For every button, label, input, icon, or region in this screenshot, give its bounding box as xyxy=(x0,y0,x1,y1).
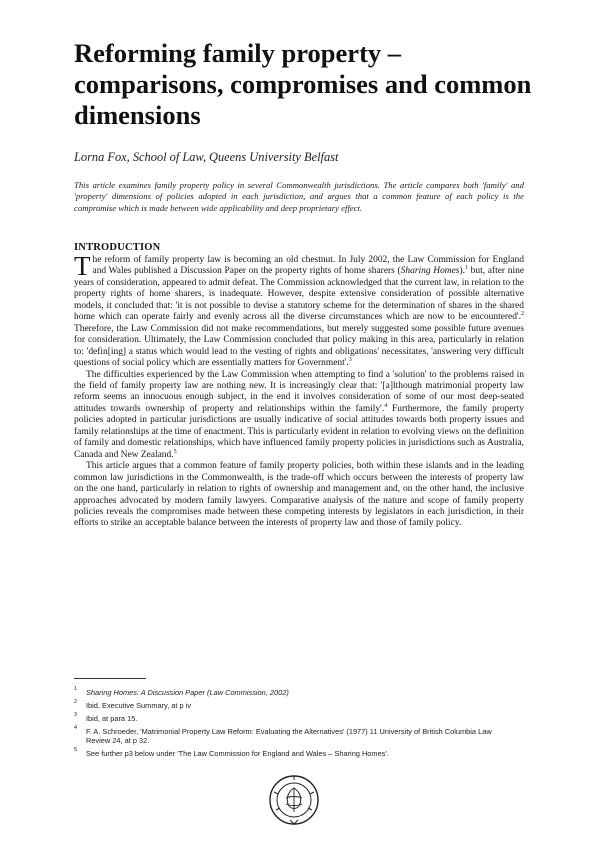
footnote-text: Ibid, Executive Summary, at p iv xyxy=(86,700,192,710)
footnote-ref-1[interactable]: 1 xyxy=(464,265,468,272)
footnote-ref-2[interactable]: 2 xyxy=(521,311,524,318)
paragraph-1-text-a-end: ). xyxy=(459,266,465,277)
footnote-text: Ibid, at para 15. xyxy=(86,713,138,723)
paragraph-1 xyxy=(74,251,525,370)
footnote-text: See further p3 below under 'The Law Commission for England and Wales – Sharing Homes'. xyxy=(86,749,389,759)
footnote-number: 1 xyxy=(74,686,78,692)
footnote-item xyxy=(74,711,514,723)
footnote-number: 3 xyxy=(74,711,78,718)
paragraph-1-text-c: Therefore, the Law Commission did not make recommendations, but merely suggested some possible future avenues for consideration. Ultimately, the Law Commission concluded that policy making in this area, particularly in relation to: 'defin[ing] a status which would lead to the vesting of rights and obligations' necessitates, 'answering very difficult questions of social policy which are essentially matters for Government'. xyxy=(74,323,524,369)
paragraph-1-text-a: he reform of family property law is becoming an old chestnut. In July 2002, the Law Commission for England and Wales published a Discussion Paper on the property rights of home sharers ( xyxy=(92,255,524,277)
footnote-ref-4[interactable]: 4 xyxy=(384,402,388,409)
footnotes xyxy=(74,688,514,762)
paragraph-3: This article argues that a common feature of family property policies, both within these islands and in the leading common law jurisdictions in the Commonwealth, is the trade-off which occurs between the interests of property law on the one hand, particularly in relation to rights of ownership and management and, on the other hand, the inclusive approaches advocated by modern family lawyers. Comparative analysis of the nature and scope of family property policies reveals the compromises made between these competing interests by legislators in each jurisdiction, in their efforts to strike an acceptable balance between the interests of property law and those of family policy. xyxy=(74,461,524,529)
section-heading: INTRODUCTION xyxy=(74,242,161,253)
article-author: Lorna Fox, School of Law, Queens University Belfast xyxy=(74,150,339,164)
footnote-item xyxy=(74,724,514,746)
footnote-number: 4 xyxy=(74,724,78,731)
paragraph-1-text-b: but, after nine years of consideration, appeared to admit defeat. The Commission acknowledged that the current law, in relation to the property rights of home sharers, is inadequate. However, despite extensive consideration of possible alternative models, it concluded that: 'it is not possible to devise a statutory scheme for the determination of shares in the shared home which can operate fairly and evenly across all the diverse circumstances which are now to be encountered'. xyxy=(74,266,525,323)
footnote-text: Sharing Homes: A Discussion Paper (Law Commission, 2002) xyxy=(86,688,289,697)
footnote-item xyxy=(74,749,514,758)
footnote-ref-5[interactable]: 5 xyxy=(173,448,177,455)
article-body xyxy=(74,251,525,530)
footnote-number: 2 xyxy=(74,698,78,705)
footnote-divider xyxy=(74,678,146,679)
article-abstract: This article examines family property policy in several Commonwealth jurisdictions. The article compares both 'family' and 'property' dimensions of policies adopted in each jurisdiction, and argues that a common feature of each policy is the compromise which is made between wide applicability and deep proprietary effect. xyxy=(74,180,524,213)
paragraph-2 xyxy=(74,370,524,462)
paragraph-2-text-b: Furthermore, the family property policies adopted in particular jurisdictions are usually indicative of social attitudes towards both property issues and family relationships at the time of enactment. This is particularly evident in relation to evolving views on the definition of family and domestic relationships, which have influenced family property policies in jurisdictions such as Australia, Canada and New Zealand. xyxy=(74,403,524,460)
paragraph-1-italic: Sharing Homes xyxy=(400,266,460,277)
footnote-item xyxy=(74,698,514,710)
article-title: Reforming family property – comparisons, compromises and common dimensions xyxy=(74,38,532,130)
footnote-number: 5 xyxy=(74,747,78,754)
drop-cap: T xyxy=(74,251,91,281)
paragraph-2-text-a: The difficulties experienced by the Law Commission when attempting to find a 'solution' to the problems raised in the field of family property law are nothing new. It is increasingly clear that: '[a]lthough matrimonial property law reform seems an innocuous enough subject, in the end it involves consideration of some of our most deep-seated attitudes towards ownership of property and relationships within the family'. xyxy=(74,369,524,414)
university-seal-icon xyxy=(268,774,320,826)
footnote-item xyxy=(74,688,514,697)
footnote-text: F. A. Schroeder, 'Matrimonial Property Law Reform: Evaluating the Alternatives' (1977) 11 University of British Columbia Law Review 24, at p 32. xyxy=(86,726,492,746)
footnote-ref-3[interactable]: 3 xyxy=(348,356,352,363)
